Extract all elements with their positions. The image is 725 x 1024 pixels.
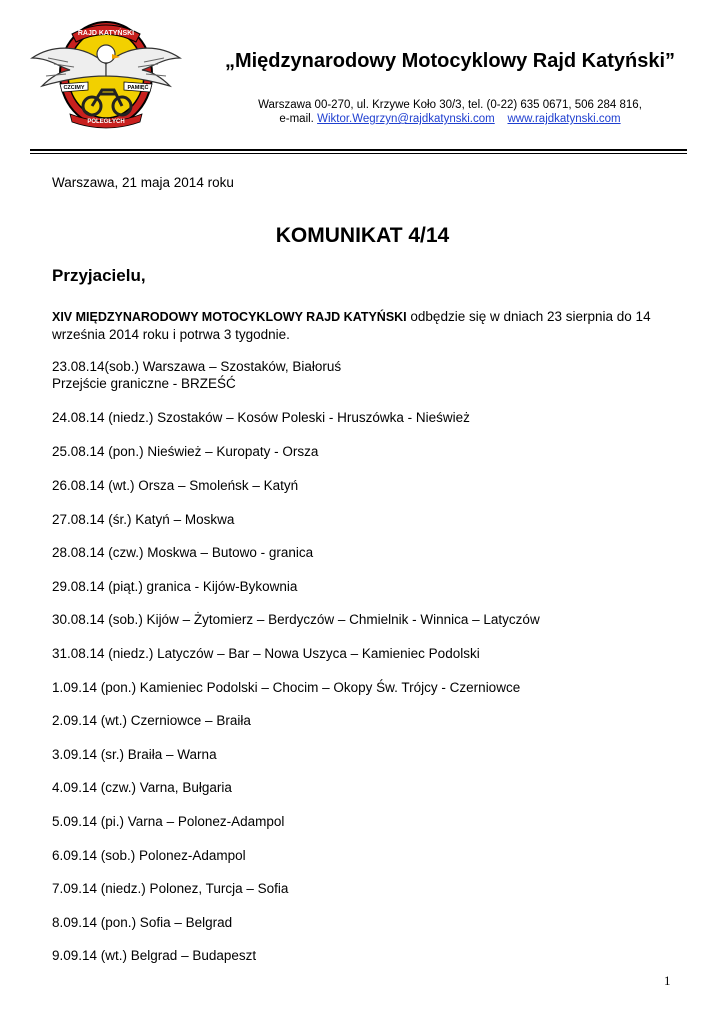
- itinerary-item: 25.08.14 (pon.) Nieśwież – Kuropaty - Orsza: [52, 444, 319, 459]
- itinerary-item: Przejście graniczne - BRZEŚĆ: [52, 376, 236, 391]
- greeting: Przyjacielu,: [52, 266, 146, 285]
- itinerary-item: 1.09.14 (pon.) Kamieniec Podolski – Chocim – Okopy Św. Trójcy - Czerniowce: [52, 680, 521, 695]
- document-heading: KOMUNIKAT 4/14: [275, 224, 450, 247]
- website-link[interactable]: www.rajdkatynski.com: [507, 113, 621, 125]
- page-title: „Międzynarodowy Motocyklowy Rajd Katyński”: [224, 50, 676, 72]
- itinerary-item: 8.09.14 (pon.) Sofia – Belgrad: [52, 915, 233, 930]
- itinerary-item: 5.09.14 (pi.) Varna – Polonez-Adampol: [52, 814, 285, 829]
- address-line: Warszawa 00-270, ul. Krzywe Koło 30/3, tel. (0-22) 635 0671, 506 284 816,: [258, 99, 642, 111]
- itinerary-item: 9.09.14 (wt.) Belgrad – Budapeszt: [52, 948, 257, 963]
- intro-rest: odbędzie się w dniach 23 sierpnia do 14 września 2014 roku i potrwa 3 tygodnie.: [52, 309, 651, 342]
- itinerary-item: 6.09.14 (sob.) Polonez-Adampol: [52, 848, 246, 863]
- logo-ribbon-right: PAMIĘĆ: [127, 85, 149, 91]
- logo-ribbon-bottom: POLEGŁYCH: [87, 119, 125, 125]
- contact-block: [200, 98, 700, 126]
- email-link[interactable]: Wiktor.Wegrzyn@rajdkatynski.com: [317, 113, 495, 125]
- header-divider: [30, 149, 687, 151]
- logo-ribbon-left: CZCIMY: [63, 85, 85, 91]
- rally-logo: [28, 14, 184, 132]
- letter-date: Warszawa, 21 maja 2014 roku: [52, 175, 234, 190]
- itinerary-item: 29.08.14 (piąt.) granica - Kijów-Bykownia: [52, 579, 298, 594]
- itinerary-item: 4.09.14 (czw.) Varna, Bułgaria: [52, 780, 232, 795]
- itinerary-item: 2.09.14 (wt.) Czerniowce – Braiła: [52, 713, 251, 728]
- email-line: [200, 112, 700, 126]
- itinerary-item: 26.08.14 (wt.) Orsza – Smoleńsk – Katyń: [52, 478, 299, 493]
- itinerary-item: 30.08.14 (sob.) Kijów – Żytomierz – Berdyczów – Chmielnik - Winnica – Latyczów: [52, 612, 540, 627]
- page-number: 1: [664, 973, 671, 988]
- header-divider-thin: [30, 153, 687, 154]
- itinerary-item: 28.08.14 (czw.) Moskwa – Butowo - granica: [52, 545, 314, 560]
- intro-paragraph: [52, 308, 652, 344]
- intro-bold: XIV MIĘDZYNARODOWY MOTOCYKLOWY RAJD KATYŃSKI: [52, 310, 407, 324]
- itinerary-item: 7.09.14 (niedz.) Polonez, Turcja – Sofia: [52, 881, 289, 896]
- logo-text-top: RAJD KATYŃSKI: [77, 30, 135, 37]
- email-prefix: e-mail.: [279, 113, 314, 125]
- itinerary-item: 24.08.14 (niedz.) Szostaków – Kosów Poleski - Hruszówka - Nieśwież: [52, 410, 470, 425]
- itinerary-item: 23.08.14(sob.) Warszawa – Szostaków, Białoruś: [52, 359, 342, 374]
- itinerary-item: 27.08.14 (śr.) Katyń – Moskwa: [52, 512, 235, 527]
- itinerary-item: 31.08.14 (niedz.) Latyczów – Bar – Nowa Uszyca – Kamieniec Podolski: [52, 646, 480, 661]
- itinerary-item: 3.09.14 (sr.) Braiła – Warna: [52, 747, 217, 762]
